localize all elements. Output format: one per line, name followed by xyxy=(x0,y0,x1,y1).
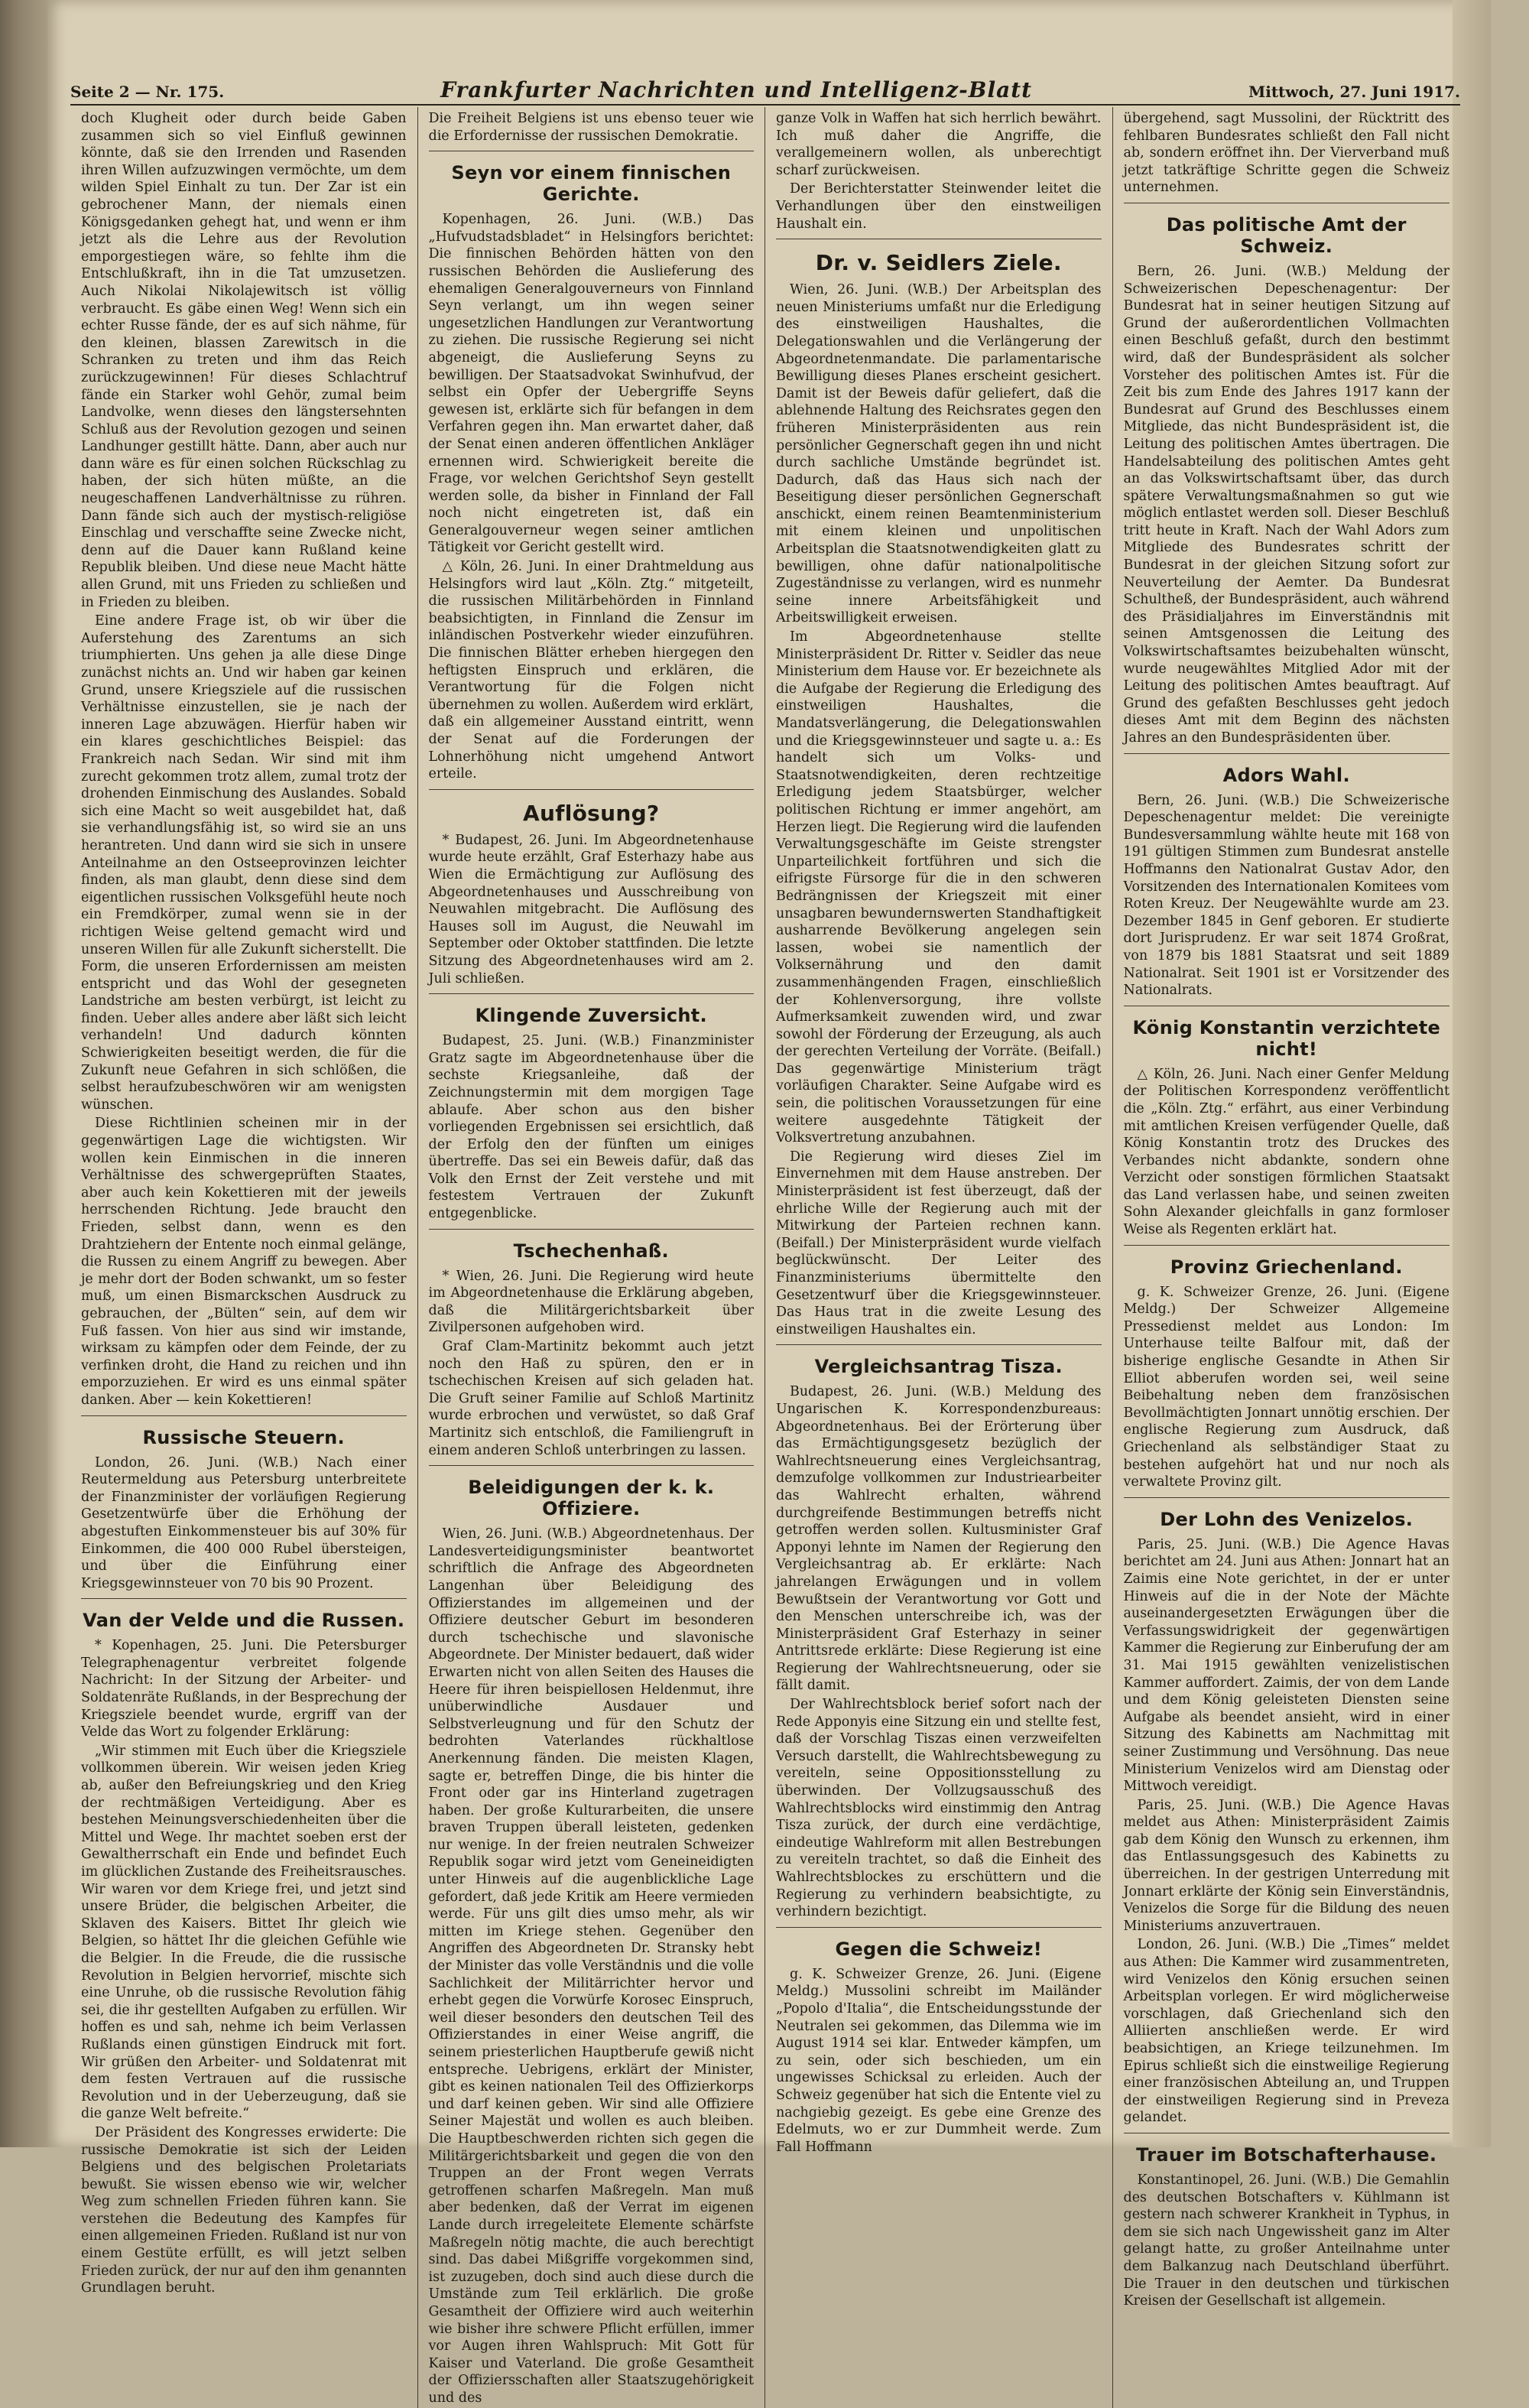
headline-klingende-zuversicht: Klingende Zuversicht. xyxy=(475,1005,707,1027)
headline-adors-wahl: Adors Wahl. xyxy=(1222,764,1350,786)
divider xyxy=(81,1415,407,1416)
article-paragraph: * Wien, 26. Juni. Die Regierung wird heute im Abgeordnetenhause die Erklärung abgeben, daß die Militärgerichtsbarkeit über Zivilpersonen aufgehoben wird. xyxy=(428,1268,754,1336)
headline-lohn-venizelos: Der Lohn des Venizelos. xyxy=(1160,1508,1414,1530)
article-paragraph: g. K. Schweizer Grenze, 26. Juni. (Eigene Meldg.) Der Schweizer Allgemeine Pressedienst meldet aus London: Im Unterhause teilte Balfour mit, daß der bisherige englische Gesandte in Athen Sir Elliot abberufen worden sei, weil seine Beibehaltung neben dem französischen Bevollmächtigten Jonnart unnötig erschien. Der englische Regierung zum Ausdruck, daß Griechenland als selbständiger Staat zu bestehen aufgehört hat und nur noch als verwaltete Provinz gilt. xyxy=(1123,1284,1449,1490)
article-paragraph: Kopenhagen, 26. Juni. (W.B.) Das „Hufvudstadsbladet“ in Helsingfors berichtet: Die finnischen Behörden hätten von den russischen Behörden die Auslieferung des ehemaligen Generalgouverneurs von Finnland Seyn verlangt, um ihn wegen seiner ungesetzlichen Handlungen zur Verantwortung zu ziehen. Die russische Regierung sei nicht abgeneigt, die Auslieferung Seyns zu bewilligen. Der Staatsadvokat Swinhufvud, der selbst ein Opfer der Uebergriffe Seyns gewesen ist, erklärte sich für befangen in dem Verfahren gegen ihn. Man erwartet daher, daß der Senat einen anderen öffentlichen Ankläger ernennen wird. Schwierigkeit bereite die Frage, vor welchen Gerichtshof Seyn gestellt werden solle, da bisher in Finnland der Fall noch nicht eingetreten ist, daß ein Generalgouverneur wegen seiner amtlichen Tätigkeit vor Gericht gestellt wird. xyxy=(428,212,754,556)
article-paragraph: * Kopenhagen, 25. Juni. Die Petersburger Telegraphenagentur verbreitet folgende Nachricht: In der Sitzung der Arbeiter- und Soldatenräte Rußlands, in der Besprechung der Kriegsziele beendet wurde, ergriff van der Velde das Wort zu folgender Erklärung: xyxy=(81,1638,407,1740)
headline-gegen-die-schweiz: Gegen die Schweiz! xyxy=(835,1938,1042,1960)
headline-politische-amt: Das politische Amt der Schweiz. xyxy=(1166,213,1407,257)
article-paragraph: * Budapest, 26. Juni. Im Abgeordnetenhause wurde heute erzählt, Graf Esterhazy habe aus Wien die Ermächtigung zur Auflösung des Abgeordnetenhauses und Ausschreibung von Neuwahlen mitgebracht. Die Auflösung des Hauses soll im August, die Neuwahl im September oder Oktober stattfinden. Die letzte Sitzung des Abgeordnetenhauses wird am 2. Juli schließen. xyxy=(428,832,754,986)
page-number: Seite 2 — Nr. 175. xyxy=(70,83,225,101)
article-paragraph: doch Klugheit oder durch beide Gaben zusammen sich so viel Einfluß gewinnen könnte, daß sie den Irrenden und Rasenden ihren Willen aufzuzwingen vermöchte, um dem wilden Spiel Einhalt zu tun. Der Zar ist ein gebrochener Mann, der niemals einen Königsgedanken gehegt hat, und wenn er ihm jetzt als die Lehre aus der Revolution emporgestiegen wäre, so fehlte ihm die Entschlußkraft, ihn in die Tat umzusetzen. Auch Nikolai Nikolajewitsch ist völlig verbraucht. Es gäbe einen Weg! Wenn sich ein echter Russe fände, der es auf sich nähme, für den kleinen, blassen Zarewitsch in die Schranken zu treten und ihm das Reich zurückzugewinnen! Für dieses Schlachtruf fände ein Starker wohl Gehör, zumal beim Landvolke, wenn dieses den längstersehnten Schluß aus der Revolution gezogen und seinen Landhunger gestillt hätte. Dann, aber auch nur dann wäre es für einen solchen Rückschlag zu haben, der sich hüten müßte, an die neugeschaffenen Landverhältnisse zu rühren. Dann fände sich auch der mystisch-religiöse Einschlag und verschaffte seine Zwecke nicht, denn auf die Dauer kann Rußland keine Republik bleiben. Und diese neue Macht hätte allen Grund, mit uns Frieden zu schließen und in Frieden zu bleiben. xyxy=(81,111,407,610)
article-paragraph: Der Berichterstatter Steinwender leitet die Verhandlungen über den einstweiligen Haushalt ein. xyxy=(776,181,1102,232)
article-paragraph: g. K. Schweizer Grenze, 26. Juni. (Eigene Meldg.) Mussolini schreibt im Mailänder „Popolo d'Italia“, die Entscheidungsstunde der Neutralen sei gekommen, das Dilemma wie im August 1914 sei klar. Entweder kämpfen, um zu sein, oder sich beschieden, um ein ungewisses Schicksal zu erleiden. Auch der Schweiz gegenüber hat sich die Entente viel zu nachgiebig gezeigt. Es gebe eine Grenze des Edelmuts, wo er zur Dummheit werde. Zum Fall Hoffmann xyxy=(776,1966,1102,2155)
headline-provinz-griechenland: Provinz Griechenland. xyxy=(1170,1256,1403,1278)
article-paragraph: Der Präsident des Kongresses erwiderte: Die russische Demokratie ist sich der Leiden Belgiens und des belgischen Proletariats bewußt. Sie wissen ebenso wie wir, welcher Weg zum schnellen Frieden führen kann. Sie verstehen die Bedeutung des Kampfes für einen allgemeinen Frieden. Rußland ist nur von einem Gestüte erfüllt, es will jetzt selben Frieden zurück, der nur auf den ihm genannten Grundlagen beruht. xyxy=(81,2124,407,2296)
article-paragraph: Die Regierung wird dieses Ziel im Einvernehmen mit dem Hause anstreben. Der Ministerpräsident ist fest überzeugt, daß der ehrliche Wille der Regierung auch mit der Mitwirkung der Parteien rechnen kann. (Beifall.) Der Ministerpräsident wurde vielfach beglückwünscht. Der Leiter des Finanzministeriums übermittelte den Gesetzentwurf über die Kriegsgewinnsteuer. Das Haus trat in die zweite Lesung des einstweiligen Haushaltes ein. xyxy=(776,1149,1102,1337)
article-paragraph: Graf Clam-Martinitz bekommt auch jetzt noch den Haß zu spüren, den er in tschechischen Kreisen auf sich geladen hat. Die Gruft seiner Familie auf Schloß Martinitz wurde erbrochen und verwüstet, so daß Graf Martinitz sich entschloß, die Familiengruft in einem anderen Schloß unterbringen zu lassen. xyxy=(428,1339,754,1458)
column-2 xyxy=(418,107,766,2408)
article-paragraph: Im Abgeordnetenhause stellte Ministerpräsident Dr. Ritter v. Seidler das neue Ministerium dem Hause vor. Er bezeichnete als die Aufgabe der Regierung die Erledigung des einstweiligen Haushaltes, die Mandatsverlängerung, die Delegationswahlen und die Kriegsgewinnsteuer und sagte u. a.: Es handelt sich um Volks- und Staatsnotwendigkeiten, deren rechtzeitige Erledigung jedem Staatsbürger, welcher politischen Richtung er immer angehört, am Herzen liegt. Die Regierung wird die laufenden Verwaltungsgeschäfte im Geiste strengster Unparteilichkeit fortführen und sich die eifrigste Fürsorge für die in den schweren Bedrängnissen der Kriegszeit mit einer unsagbaren bewundernswerten Standhaftigkeit ausharrende Bevölkerung angelegen sein lassen, wobei sie namentlich der Volksernährung und den damit zusammenhängenden Fragen, einschließlich der Kohlenversorgung, ihre vollste Aufmerksamkeit zuwenden wird, und zwar sowohl der Förderung der Erzeugung, als auch der gerechten Verteilung der Vorräte. (Beifall.) Das gegenwärtige Ministerium trägt vorläufigen Charakter. Seine Aufgabe wird es sein, die politischen Voraussetzungen für eine weitere ausgedehnte Tätigkeit der Volksvertretung anzubahnen. xyxy=(776,629,1102,1146)
article-paragraph: Wien, 26. Juni. (W.B.) Der Arbeitsplan des neuen Ministeriums umfaßt nur die Erledigung des einstweiligen Haushaltes, die Delegationswahlen und die Verlängerung der Abgeordnetenmandate. Die parlamentarische Bewilligung dieses Planes erscheint gesichert. Damit ist der Beweis dafür geliefert, daß die ablehnende Haltung des Reichsrates gegen den früheren Ministerpräsidenten aus rein persönlicher Gegnerschaft gegen ihn und nicht durch sachliche Umstände begründet ist. Dadurch, daß das Haus sich nach der Beseitigung dieser persönlichen Gegnerschaft anschickt, einem reinen Beamtenministerium mit einem kleinen und unpolitischen Arbeitsplan die Staatsnotwendigkeiten glatt zu bewilligen, ohne dafür nationalpolitische Zugeständnisse zu verlangen, wird es nunmehr seine innere Arbeitsfähigkeit und Arbeitswilligkeit erweisen. xyxy=(776,282,1102,626)
article-paragraph: Budapest, 25. Juni. (W.B.) Finanzminister Gratz sagte im Abgeordnetenhause über die sechste Kriegsanleihe, daß der Zeichnungstermin mit dem morgigen Tage ablaufe. Aber schon aus den bisher vorliegenden Ergebnissen sei ersichtlich, daß der Erfolg den der fünften um einiges übertreffe. Das sei ein Beweis dafür, daß das Volk den Ernst der Zeit verstehe und mit festestem Vertrauen der Zukunft entgegenblicke. xyxy=(428,1033,754,1222)
headline-trauer-botschafterhause: Trauer im Botschafterhause. xyxy=(1136,2143,1437,2166)
article-paragraph: Der Wahlrechtsblock berief sofort nach der Rede Apponyis eine Sitzung ein und stellte fest, daß der Vorschlag Tiszas einen verzweifelten Versuch darstellt, die Wahlrechtsbewegung zu vereiteln, seine Oppositionsstellung zu überwinden. Der Vollzugsausschuß des Wahlrechtsblocks wird einstimmig den Antrag Tisza zurück, der durch eine verdächtige, eindeutige Wahlreform mit allen Bestrebungen zu vereiteln trachtet, so daß die Einheit des Wahlrechtsblockes zu erschüttern und die Regierung zu verhindern beabsichtigte, zu verhindern bezichtigt. xyxy=(776,1697,1102,1920)
column-4 xyxy=(1113,107,1461,2408)
headline-seyn: Seyn vor einem finnischen Gerichte. xyxy=(451,162,732,206)
article-paragraph: London, 26. Juni. (W.B.) Die „Times“ meldet aus Athen: Die Kammer wird zusammentreten, wird Venizelos den König ersuchen seinen Arbeitsplan vorlegen. Er wird möglicherweise vorschlagen, daß Griechenland sich den Alliierten anschließen werde. Er wird beabsichtigen, an Kriege teilzunehmen. Im Epirus schließt sich die einstweilige Regierung einer französischen Abteilung an, und Truppen der einstweiligen Regierung sind in Preveza gelandet. xyxy=(1123,1937,1449,2126)
divider xyxy=(429,1465,755,1466)
page-header xyxy=(70,70,1460,106)
headline-van-der-velde: Van der Velde und die Russen. xyxy=(83,1610,405,1632)
article-paragraph: Paris, 25. Juni. (W.B.) Die Agence Havas meldet aus Athen: Ministerpräsident Zaimis gab dem König den Wunsch zu erkennen, ihm das Entlassungsgesuch des Kabinetts zu überreichen. In der gestrigen Unterredung mit Jonnart erklärte der König sein Einverständnis, Venizelos die Sorge für die Bildung des neuen Ministeriums anzuvertrauen. xyxy=(1123,1797,1449,1934)
divider xyxy=(429,1229,755,1230)
article-paragraph: △ Köln, 26. Juni. In einer Drahtmeldung aus Helsingfors wird laut „Köln. Ztg.“ mitgeteilt, die russischen Militärbehörden in Finnland beabsichtigten, in Finnland die Zensur im inländischen Postverkehr wieder einzuführen. Die finnischen Blätter erheben hiergegen den heftigsten Einspruch und erklären, die Verantwortung für die Folgen nicht übernehmen zu wollen. Außerdem wird erklärt, daß ein allgemeiner Ausstand eintritt, wenn der Senat auf die Forderungen der Lohnerhöhung nicht umgehend Antwort erteile. xyxy=(428,559,754,782)
article-columns xyxy=(70,107,1460,2406)
article-paragraph: Budapest, 26. Juni. (W.B.) Meldung des Ungarischen K. Korrespondenzbureaus: Abgeordnetenhaus. Bei der Erörterung über das Ermächtigungsgesetz bezüglich der Wahlrechtsneuerung eines Vergleichsantrag, demzufolge vollkommen zur Industriearbeiter das Wahlrecht erhalten, während durchgreifende Bestimmungen betreffs nicht getroffen werden sollen. Kultusminister Graf Apponyi lehnte im Namen der Regierung den Vergleichsantrag ab. Er erklärte: Nach jahrelangen Erwägungen und in vollem Bewußtsein der Verantwortung vor Gott und den Menschen unterschreibe ich, was der Ministerpräsident Graf Esterhazy in seiner Antrittsrede erklärte: Diese Regierung ist eine Regierung der Wahlrechtsneuerung, oder sie fällt damit. xyxy=(776,1384,1102,1694)
article-paragraph: übergehend, sagt Mussolini, der Rücktritt des fehlbaren Bundesrates schließt den Fall nicht ab, sondern eröffnet ihn. Der Vierverband muß jetzt tatkräftige Schritte gegen die Schweiz unternehmen. xyxy=(1123,111,1449,196)
column-1 xyxy=(70,107,418,2408)
book-binding xyxy=(0,0,47,2147)
divider xyxy=(81,1598,407,1599)
masthead-title: Frankfurter Nachrichten und Intelligenz-Blatt xyxy=(440,77,1033,102)
newspaper-page xyxy=(47,0,1491,2406)
divider xyxy=(1124,1245,1450,1246)
article-paragraph: Die Freiheit Belgiens ist uns ebenso teuer wie die Erfordernisse der russischen Demokratie. xyxy=(428,111,754,144)
article-paragraph: Wien, 26. Juni. (W.B.) Abgeordnetenhaus. Der Landesverteidigungsminister beantwortet schriftlich die Anfrage des Abgeordneten Langenhan über Beleidigung des Offizierstandes im allgemeinen und der Offiziere deutscher Geburt im besonderen durch tschechische und slavonische Abgeordnete. Der Minister bedauert, daß wider Erwarten nicht von allen Seiten des Hauses die Heere für ihren beispiellosen Heldenmut, ihre unüberwindliche Ausdauer und Selbstverleugnung und für den Schutz der bedrohten Vaterlandes rückhaltlose Anerkennung fänden. Die meisten Klagen, sagte er, betreffen Dinge, die bis hinter die Front oder gar ins Hinterland zugetragen haben. Der große Kulturarbeiten, die unsere braven Truppen überall leisteten, gedenken nur wenige. In der freien neutralen Schweizer Republik sogar wird jetzt vom Geneineidigten unter Hinweis auf die augenblickliche Lage gefordert, daß jede Kritik am Heere vermieden werde. Für uns gilt dies umso mehr, als wir mitten im Kriege stehen. Gegenüber den Angriffen des Abgeordneten Dr. Stransky hebt der Minister das volle Verständnis und die volle Sachlichkeit der Militärrichter hervor und erhebt gegen die Vorwürfe Korosec Einspruch, weil dieser besonders den deutschen Teil des Offizierstandes in einer Weise angriff, die seinem priesterlichen Hauptberufe gewiß nicht entspreche. Uebrigens, erklärt der Minister, gibt es keinen nationalen Teil des Offizierkorps und darf keinen geben. Wir sind alle Offiziere Seiner Majestät und wollen es auch bleiben. Die Hauptbeschwerden richten sich gegen die Militärgerichtsbarkeit und gegen die von den Truppen an der Front wegen Verrats getroffenen scharfen Maßregeln. Man muß aber bedenken, daß der Verrat im eigenen Lande durch irregeleitete Elemente schärfste Maßregeln nötig machte, die auch berechtigt sind. Das dabei Mißgriffe vorgekommen sind, ist zuzugeben, doch sind auch diese durch die Umstände zum Teil erklärlich. Die große Gesamtheit der Offiziere wird auch weiterhin wie bisher ihre schwere Pflicht erfüllen, immer vor Augen ihren Wahlspruch: Mit Gott für Kaiser und Vaterland. Die große Gesamtheit der Offiziersschaften aller Staatszugehörigkeit und des xyxy=(428,1526,754,2406)
article-paragraph: △ Köln, 26. Juni. Nach einer Genfer Meldung der Politischen Korrespondenz veröffentlicht die „Köln. Ztg.“ erfährt, aus einer Verbindung mit amtlichen Kreisen verfügender Quelle, daß König Konstantin trotz des Druckes des Verbandes nicht abdankte, sondern ohne Verzicht oder sonstigen förmlichen Staatsakt das Land verlassen habe, und seinen zweiten Sohn Alexander gleichfalls in ganz formloser Weise als Regenten erklärt hat. xyxy=(1123,1066,1449,1238)
article-paragraph: Paris, 25. Juni. (W.B.) Die Agence Havas berichtet am 24. Juni aus Athen: Jonnart hat an Zaimis eine Note gerichtet, in der er unter Hinweis auf die in der Note der Mächte auseinandergesetzten Erwägungen über die Verfassungswidrigkeit der gegenwärtigen Kammer die Regierung zur Einberufung der am 31. Mai 1915 gewählten venizelistischen Kammer auffordert. Zaimis, der von dem Lande und dem König geleisteten Diensten seine Aufgabe als beendet ansieht, wird in einer Sitzung des Kabinetts am Nachmittag mit seiner Zustimmung und Versöhnung. Das neue Ministerium Venizelos wird am Dienstag oder Mittwoch vereidigt. xyxy=(1123,1536,1449,1795)
article-paragraph: Bern, 26. Juni. (W.B.) Die Schweizerische Depeschenagentur meldet: Die vereinigte Bundesversammlung wählte heute mit 168 von 191 gültigen Stimmen zum Bundesrat anstelle Hoffmanns den Nationalrat Gustav Ador, den Vorsitzenden des Internationalen Komitees vom Roten Kreuz. Der Neugewählte wurde am 23. Dezember 1845 in Genf geboren. Er studierte dort Jurisprudenz. Er war seit 1874 Großrat, von 1879 bis 1881 Staatsrat und seit 1889 Nationalrat. Seit 1901 ist er Vorsitzender des Nationalrats. xyxy=(1123,792,1449,999)
article-paragraph: London, 26. Juni. (W.B.) Nach einer Reutermeldung aus Petersburg unterbreitete der Finanzminister der vorläufigen Regierung Gesetzentwürfe über die Erhöhung der abgestuften Einkommensteuer bis auf 30% für Einkommen, die 400 000 Rubel übersteigen, und über die Einführung einer Kriegsgewinnsteuer von 70 bis 90 Prozent. xyxy=(81,1454,407,1591)
headline-aufloesung: Auflösung? xyxy=(523,800,660,826)
headline-beleidigungen: Beleidigungen der k. k. Offiziere. xyxy=(468,1477,715,1520)
headline-vergleichsantrag-tisza: Vergleichsantrag Tisza. xyxy=(814,1356,1063,1378)
column-3 xyxy=(765,107,1113,2408)
headline-tschechenhass: Tschechenhaß. xyxy=(513,1240,669,1262)
issue-date: Mittwoch, 27. Juni 1917. xyxy=(1248,83,1460,101)
divider xyxy=(1124,753,1450,754)
headline-koenig-konstantin: König Konstantin verzichtete nicht! xyxy=(1132,1016,1441,1060)
headline-seidlers-ziele: Dr. v. Seidlers Ziele. xyxy=(815,250,1062,276)
divider xyxy=(776,1927,1102,1928)
divider xyxy=(1124,1497,1450,1498)
divider xyxy=(776,1344,1102,1345)
article-paragraph: Konstantinopel, 26. Juni. (W.B.) Die Gemahlin des deutschen Botschafters v. Kühlmann ist gestern nach schwerer Krankheit in Typhus, in dem sie sich nach Ungewissheit ganz im Alter gelangt hatte, zu großer Anteilnahme unter dem Balkanzug nach Deutschland überführt. Die Trauer in den deutschen und türkischen Kreisen der Gesellschaft ist allgemein. xyxy=(1123,2172,1449,2309)
divider xyxy=(429,789,755,790)
article-paragraph: ganze Volk in Waffen hat sich herrlich bewährt. Ich muß daher die Angriffe, die verallgemeinern wollen, als unberechtigt scharf zurückweisen. xyxy=(776,111,1102,178)
headline-russische-steuern: Russische Steuern. xyxy=(142,1426,345,1448)
article-paragraph: Eine andere Frage ist, ob wir über die Auferstehung des Zarentums an sich triumphierten. Uns gehen ja alle diese Dinge zunächst nichts an. Und wir haben gar keinen Grund, unsere Kriegsziele auf die russischen Verhältnisse einzustellen, sie je nach der inneren Lage abzuwägen. Hierfür haben wir ein klares geschichtliches Beispiel: das Frankreich nach Sedan. Wir sind mit ihm zurecht gekommen trotz allem, zumal trotz der drohenden Einmischung des Auslandes. Sobald sich eine Macht so weit ausgebildet hat, daß sie verhandlungsfähig ist, so wird sie an uns herantreten. Und dann wird sie sich in unsere Anteilnahme an den Ostseeprovinzen leichter finden, als man glaubt, denn diese sind dem eigentlichen russischen Volksgefühl heute noch ein Fremdkörper, zumal wenn sie in der richtigen Weise geltend gemacht wird und unseren Willen für alle Zukunft sicherstellt. Die Form, die unseren Erfordernissen am meisten entspricht und das Wohl der gesegneten Landstriche am besten verbürgt, ist leicht zu finden. Ueber alles andere aber läßt sich leicht verhandeln! Und dadurch könnten Schwierigkeiten beseitigt werden, die für die Zukunft neue Gefahren in sich schlößen, die selbst heraufzubeschwören wir am wenigsten wünschen. xyxy=(81,613,407,1113)
article-paragraph: Bern, 26. Juni. (W.B.) Meldung der Schweizerischen Depeschenagentur: Der Bundesrat hat in seiner heutigen Sitzung auf Grund der außerordentlichen Vollmachten einen Beschluß gefaßt, durch den bestimmt wird, daß der Bundespräsident als solcher Vorsteher des politischen Amtes ist. Für die Zeit bis zum Ende des Jahres 1917 kann der Bundesrat auf Grund des Beschlusses einem Mitgliede, das nicht Bundespräsident ist, die Leitung des politischen Amtes übertragen. Die Handelsabteilung des politischen Amtes geht an das Volkswirtschaftsamt über, das durch spätere Verwaltungsmaßnahmen so gut wie möglich entlastet werden soll. Dieser Beschluß tritt heute in Kraft. Nach der Wahl Adors zum Mitgliede des Bundesrates schritt der Bundesrat in der gleichen Sitzung sofort zur Neuverteilung der Aemter. Da Bundesrat Schultheß, der Bundespräsident, auch während des Präsidialjahres im Einverständnis mit seinen Amtsgenossen die Leitung des Volkswirtschaftsamtes beizubehalten wünscht, wurde neugewähltes Mitglied Ador mit der Leitung des politischen Amtes beauftragt. Auf Grund des gefaßten Beschlusses geht jedoch dieses Amt mit dem Beginn des nächsten Jahres an den Bundespräsidenten über. xyxy=(1123,263,1449,746)
divider xyxy=(429,993,755,994)
article-paragraph: „Wir stimmen mit Euch über die Kriegsziele vollkommen überein. Wir weisen jeden Krieg ab, außer den Befreiungskrieg und den Krieg der rechtmäßigen Verteidigung. Aber es bestehen Meinungsverschiedenheiten über die Mittel und Wege. Ihr machtet soeben erst der Gewaltherrschaft ein Ende und befindet Euch im glücklichen Zustande des Freiheitsrausches. Wir waren vor dem Kriege frei, und jetzt sind unsere Brüder, die belgischen Arbeiter, die Sklaven des Kaisers. Bittet Ihr gleich wie Belgien, so hättet Ihr die gleichen Gefühle wie die Belgier. In die Freude, die die russische Revolution in Belgien hervorrief, mischte sich eine Unruhe, ob die russische Revolution fähig sei, die ihr gestellten Aufgaben zu erfüllen. Wir hoffen es und sah, nehme ich beim Verlassen Rußlands einen günstigen Eindruck mit fort. Wir grüßen den Arbeiter- und Soldatenrat mit dem festen Vertrauen auf die russische Revolution und in der Ueberzeugung, daß sie die ganze Welt befreite.“ xyxy=(81,1743,407,2122)
article-paragraph: Diese Richtlinien scheinen mir in der gegenwärtigen Lage die wichtigsten. Wir wollen kein Einmischen in die inneren Verhältnisse des schwergeprüften Staates, aber auch kein Kokettieren mit der jeweils herrschenden Richtung. Jede braucht den Frieden, selbst dann, wenn es den Drahtziehern der Entente noch einmal gelänge, die Russen zu einem Angriff zu bewegen. Aber je mehr dort der Boden schwankt, um so fester muß, um einen Bismarckschen Ausdruck zu gebrauchen, der „Bülten“ sein, auf dem wir Fuß fassen. Von hier aus sind wir imstande, wirksam zu kämpfen oder dem Feinde, der zu verfinken droht, die Hand zu reichen und ihn emporzuziehen. Er wird es uns einmal später danken. Aber — kein Kokettieren! xyxy=(81,1116,407,1408)
